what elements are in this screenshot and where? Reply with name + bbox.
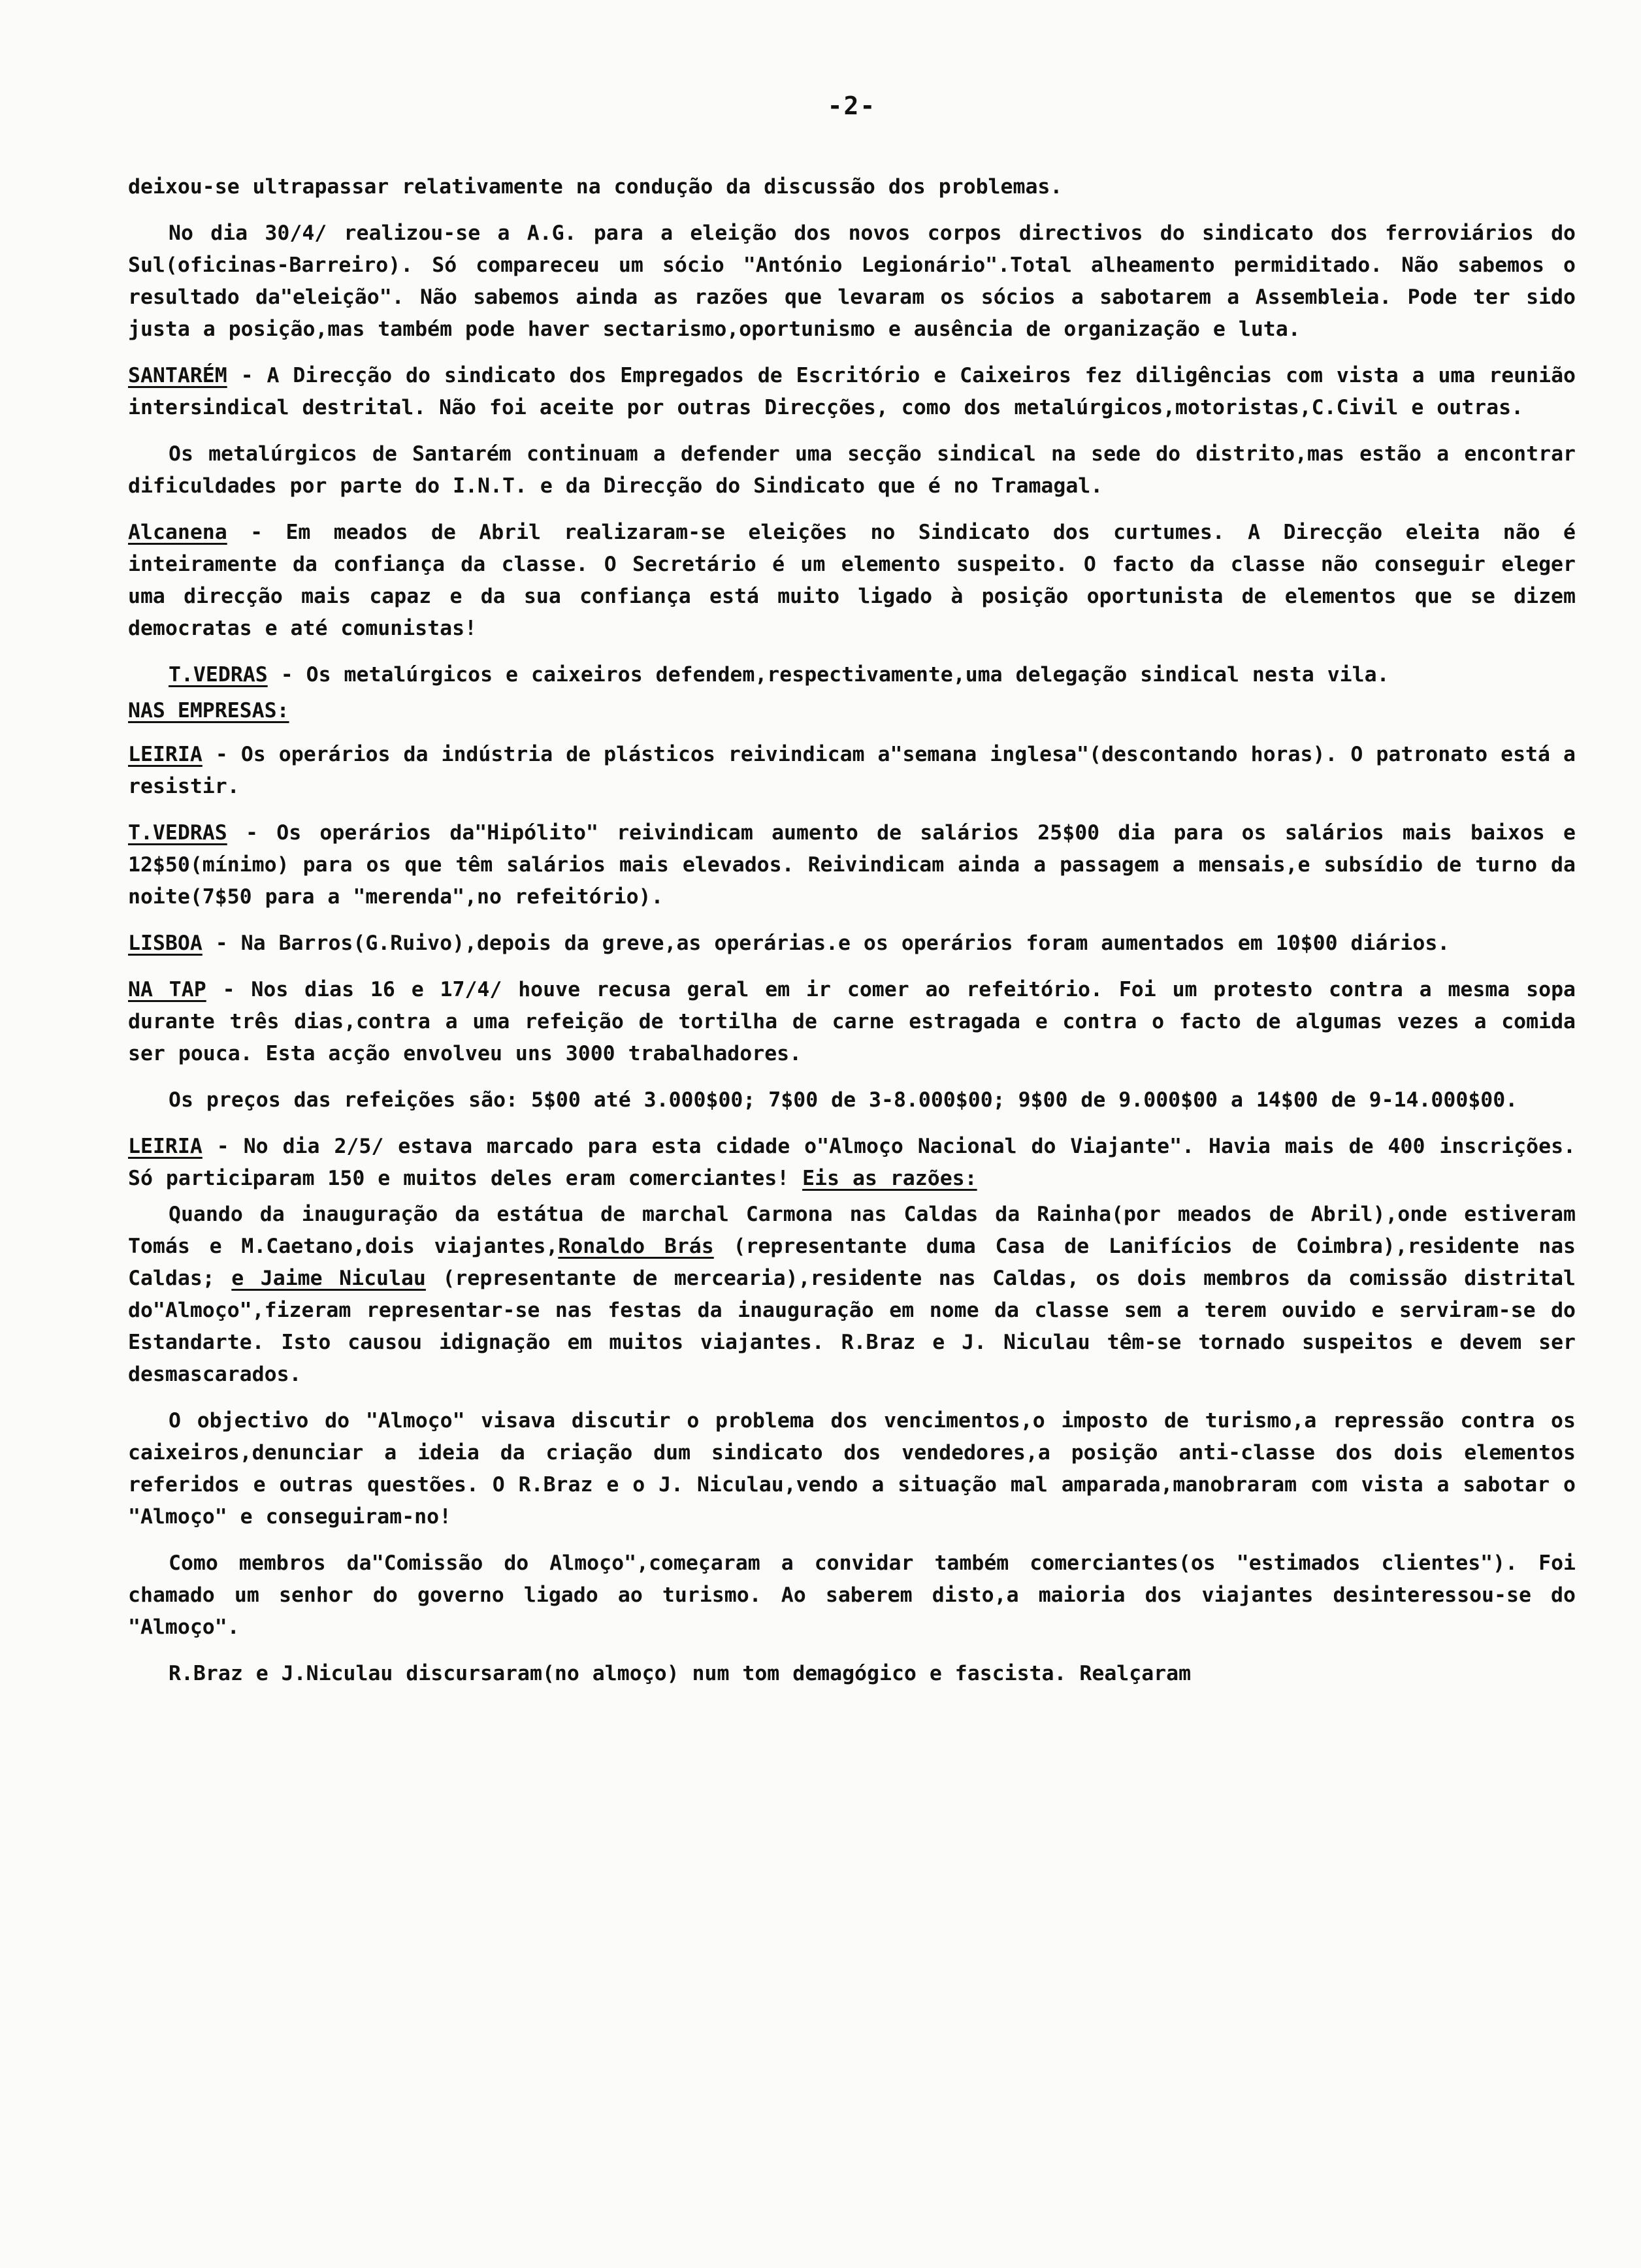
paragraph-tvedras-hipolito [128,817,1576,913]
paragraph-continuation: deixou-se ultrapassar relativamente na condução da discussão dos problemas. [128,175,1063,199]
paragraph-inauguracao-end: (representante de mercearia),residente nas Caldas, os dois membros da comissão distrital do"Almoço",fizeram representar-se nas festas da inauguração em nome da classe sem a terem ouvido e serviram-se do Estandarte. Isto causou idignação em muitos viajantes. R.Braz e J. Niculau têm-se tornado suspeitos e devem ser desmascarados. [128,1267,1576,1386]
paragraph-tap [128,974,1576,1070]
location-label-santarem: SANTARÉM [128,364,227,387]
eis-as-razoes: Eis as razões: [802,1167,977,1190]
location-label-tvedras-1: T.VEDRAS [169,663,268,687]
paragraph-lisboa-barros-text: - Na Barros(G.Ruivo),depois da greve,as operárias.e os operários foram aumentados em 10$00 diários. [215,932,1450,955]
paragraph-comissao-almoco: Como membros da"Comissão do Almoço",começaram a convidar também comerciantes(os "estimados clientes"). Foi chamado um senhor do governo ligado ao turismo. Ao saberem disto,a maioria dos viajantes desinteressou-se do "Almoço". [128,1551,1576,1639]
paragraph-leiria-almoco [128,1131,1576,1195]
paragraph-alcanena [128,517,1576,645]
paragraph-inauguracao-mid: (representante duma Casa de Lanifícios de Coimbra),residente nas Caldas; [128,1235,1576,1290]
page-number: -2- [827,91,877,120]
paragraph-objectivo-almoco: O objectivo do "Almoço" visava discutir o problema dos vencimentos,o imposto de turismo,a repressão contra os caixeiros,denunciar a ideia da criação dum sindicato dos vendedores,a posição anti-classe dos dois elementos referidos e outras questões. O R.Braz e o J. Niculau,vendo a situação mal amparada,manobraram com vista a sabotar o "Almoço" e conseguiram-no! [128,1409,1576,1529]
paragraph-santarem-direccao [128,360,1576,424]
paragraph-santarem-metalurgicos: Os metalúrgicos de Santarém continuam a defender uma secção sindical na sede do distrito,mas estão a encontrar dificuldades por parte do I.N.T. e da Direcção do Sindicato que é no Tramagal. [128,442,1576,498]
location-label-tap: NA TAP [128,978,206,1001]
location-label-leiria-1: LEIRIA [128,743,203,766]
location-label-tvedras-2: T.VEDRAS [128,821,227,845]
paragraph-leiria-plasticos [128,739,1576,803]
paragraph-tvedras-hipolito-text: - Os operários da"Hipólito" reivindicam aumento de salários 25$00 dia para os salários mais baixos e 12$50(mínimo) para os que têm salários mais elevados. Reivindicam ainda a passagem a mensais,e subsídio de turno da noite(7$50 para a "merenda",no refeitório). [128,821,1576,909]
paragraph-precos-refeicoes: Os preços das refeições são: 5$00 até 3.000$00; 7$00 de 3-8.000$00; 9$00 de 9.000$00 a 14$00 de 9-14.000$00. [169,1088,1518,1112]
location-label-leiria-2: LEIRIA [128,1135,203,1158]
paragraph-tap-text: - Nos dias 16 e 17/4/ houve recusa geral em ir comer ao refeitório. Foi um protesto contra a mesma sopa durante três dias,contra a uma refeição de tortilha de carne estragada e contra o facto de algumas vezes a comida ser pouca. Esta acção envolveu uns 3000 trabalhadores. [128,978,1576,1065]
paragraph-leiria-almoco-text: - No dia 2/5/ estava marcado para esta cidade o"Almoço Nacional do Viajante". Havia mais de 400 inscrições. Só participaram 150 e muitos deles eram comerciantes! [128,1135,1576,1190]
location-label-alcanena: Alcanena [128,521,227,544]
paragraph-santarem-direccao-text: - A Direcção do sindicato dos Empregados de Escritório e Caixeiros fez diligências com vista a uma reunião intersindical destrital. Não foi aceite por outras Direcções, como dos metalúrgicos,motoristas,C.Civil e outras. [128,364,1576,419]
paragraph-inauguracao-start: Quando da inauguração da estátua de marchal Carmona nas Caldas da Rainha(por meados de Abril),onde estiveram Tomás e M.Caetano,dois viajantes, [128,1203,1576,1258]
location-label-lisboa: LISBOA [128,932,203,955]
paragraph-ferroviarios: No dia 30/4/ realizou-se a A.G. para a eleição dos novos corpos directivos do sindicato dos ferroviários do Sul(oficinas-Barreiro). Só compareceu um sócio "António Legionário".Total alheamento permiditado. Não sabemos o resultado da"eleição". Não sabemos ainda as razões que levaram os sócios a sabotarem a Assembleia. Pode ter sido justa a posição,mas também pode haver sectarismo,oportunismo e ausência de organização e luta. [128,221,1576,341]
paragraph-discursaram: R.Braz e J.Niculau discursaram(no almoço) num tom demagógico e fascista. Realçaram [169,1662,1192,1685]
section-heading-empresas [128,695,1576,727]
paragraph-inauguracao [128,1199,1576,1391]
paragraph-alcanena-text: - Em meados de Abril realizaram-se eleições no Sindicato dos curtumes. A Direcção eleita não é inteiramente da confiança da classe. O Secretário é um elemento suspeito. O facto da classe não conseguir eleger uma direcção mais capaz e da sua confiança está muito ligado à posição oportunista de elementos que se dizem democratas e até comunistas! [128,521,1576,640]
paragraph-tvedras-delegacao [128,659,1576,691]
paragraph-leiria-plasticos-text: - Os operários da indústria de plásticos reivindicam a"semana inglesa"(descontando horas). O patronato está a resistir. [128,743,1576,798]
section-heading-empresas-text: NAS EMPRESAS: [128,699,289,722]
paragraph-tvedras-delegacao-text: - Os metalúrgicos e caixeiros defendem,respectivamente,uma delegação sindical nesta vila. [280,663,1389,687]
name-jaime-niculau: e Jaime Niculau [231,1267,426,1290]
paragraph-lisboa-barros [128,928,1576,960]
name-ronaldo-bras: Ronaldo Brás [558,1235,714,1258]
